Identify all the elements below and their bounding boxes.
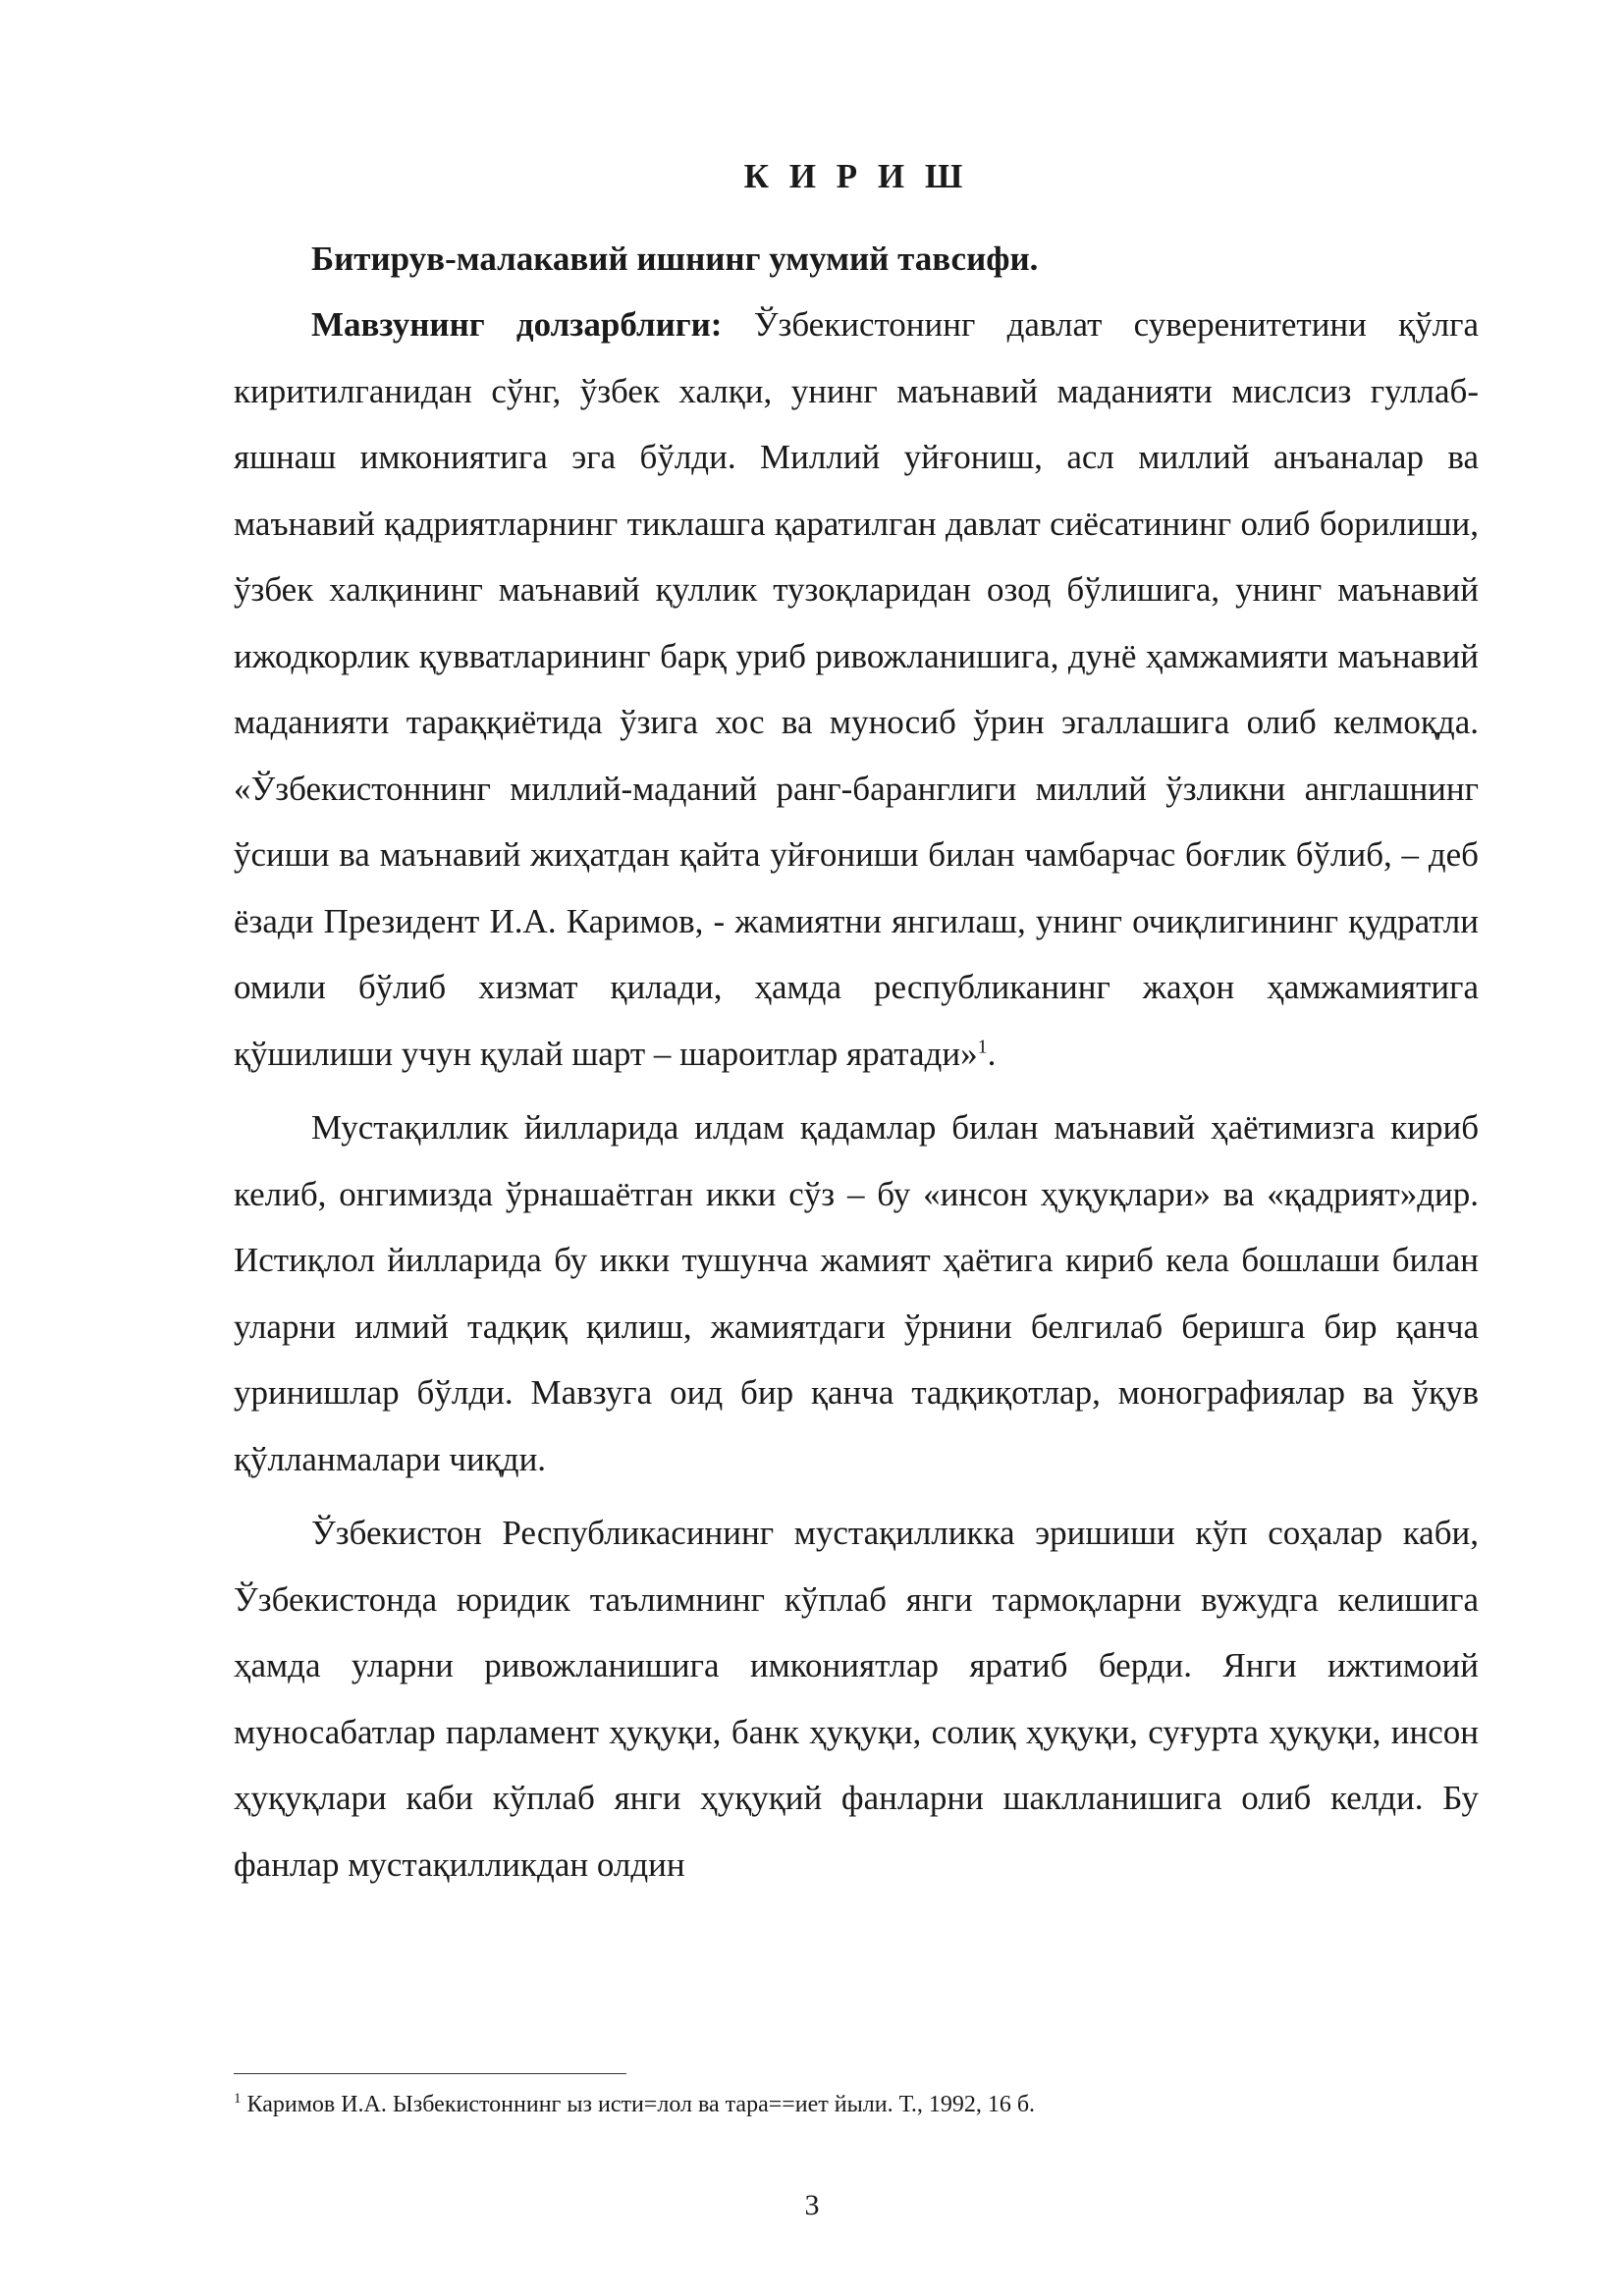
footnote-number: 1 — [234, 2091, 242, 2107]
page-number: 3 — [804, 2189, 820, 2221]
relevance-label: Мавзунинг долзарблиги: — [311, 305, 723, 344]
paragraph-2: Мустақиллик йилларида илдам қадамлар билан маънавий ҳаётимизга кириб келиб, онгимизда ўрнашаётган икки сўз – бу «инсон ҳуқуқлари» ва «қадрият»дир. Истиқлол йилларида бу икки тушунча жамият ҳаётига кириб кела бошлаши билан уларни илмий тадқиқ қилиш, жамиятдаги ўрнини белгилаб беришга бир қанча уринишлар бўлди. Мавзуга оид бир қанча тадқиқотлар, монографиялар ва ўқув қўлланмалари чиқди. — [234, 1108, 1479, 1478]
paragraph-relevance — [234, 292, 1479, 1087]
paragraph-1-text: Ўзбекистонинг давлат суверенитетини қўлга киритилганидан сўнг, ўзбек халқи, унинг маънавий маданияти мислсиз гуллаб-яшнаш имкониятига эга бўлди. Миллий уйғониш, асл миллий анъаналар ва маънавий қадриятларнинг тиклашга қаратилган давлат сиёсатининг олиб борилиши, ўзбек халқининг маънавий қуллик тузоқларидан озод бўлишига, унинг маънавий ижодкорлик қувватларининг барқ уриб ривожланишига, дунё ҳамжамияти маънавий маданияти тараққиётида ўзига хос ва муносиб ўрин эгаллашига олиб келмоқда. «Ўзбекистоннинг миллий-маданий ранг-баранглиги миллий ўзликни англашнинг ўсиши ва маънавий жиҳатдан қайта уйғониши билан чамбарчас боғлик бўлиб, – деб ёзади Президент И.А. Каримов, - жамиятни янгилаш, унинг очиқлигининг қудратли омили бўлиб хизмат қилади, ҳамда республиканинг жаҳон ҳамжамиятига қўшилиши учун қулай шарт – шароитлар яратади» — [234, 305, 1479, 1073]
footnote-divider — [234, 2073, 626, 2074]
footnote-reference[interactable]: 1 — [977, 1035, 988, 1057]
paragraph-3: Ўзбекистон Республикасининг мустақилликка эришиши кўп соҳалар каби, Ўзбекистонда юридик таълимнинг кўплаб янги тармоқларни вужудга келишига ҳамда уларни ривожланишига имкониятлар яратиб берди. Янги ижтимоий муносабатлар парламент ҳуқуқи, банк ҳуқуқи, солиқ ҳуқуқи, суғурта ҳуқуқи, инсон ҳуқуқлари каби кўплаб янги ҳуқуқий фанларни шаклланишига олиб келди. Бу фанлар мустақилликдан олдин — [234, 1514, 1479, 1884]
paragraph-1-end: . — [987, 1034, 997, 1073]
section-subtitle: Битирув-малакавий ишнинг умумий тавсифи. — [311, 240, 1039, 278]
page-title: К И Р И Ш — [743, 157, 969, 195]
footnote — [234, 2089, 1035, 2120]
footnote-text: Каримов И.А. Ызбекистоннинг ыз исти=лол ва тара==иет йыли. Т., 1992, 16 б. — [246, 2092, 1036, 2117]
document-body — [234, 147, 1479, 1897]
